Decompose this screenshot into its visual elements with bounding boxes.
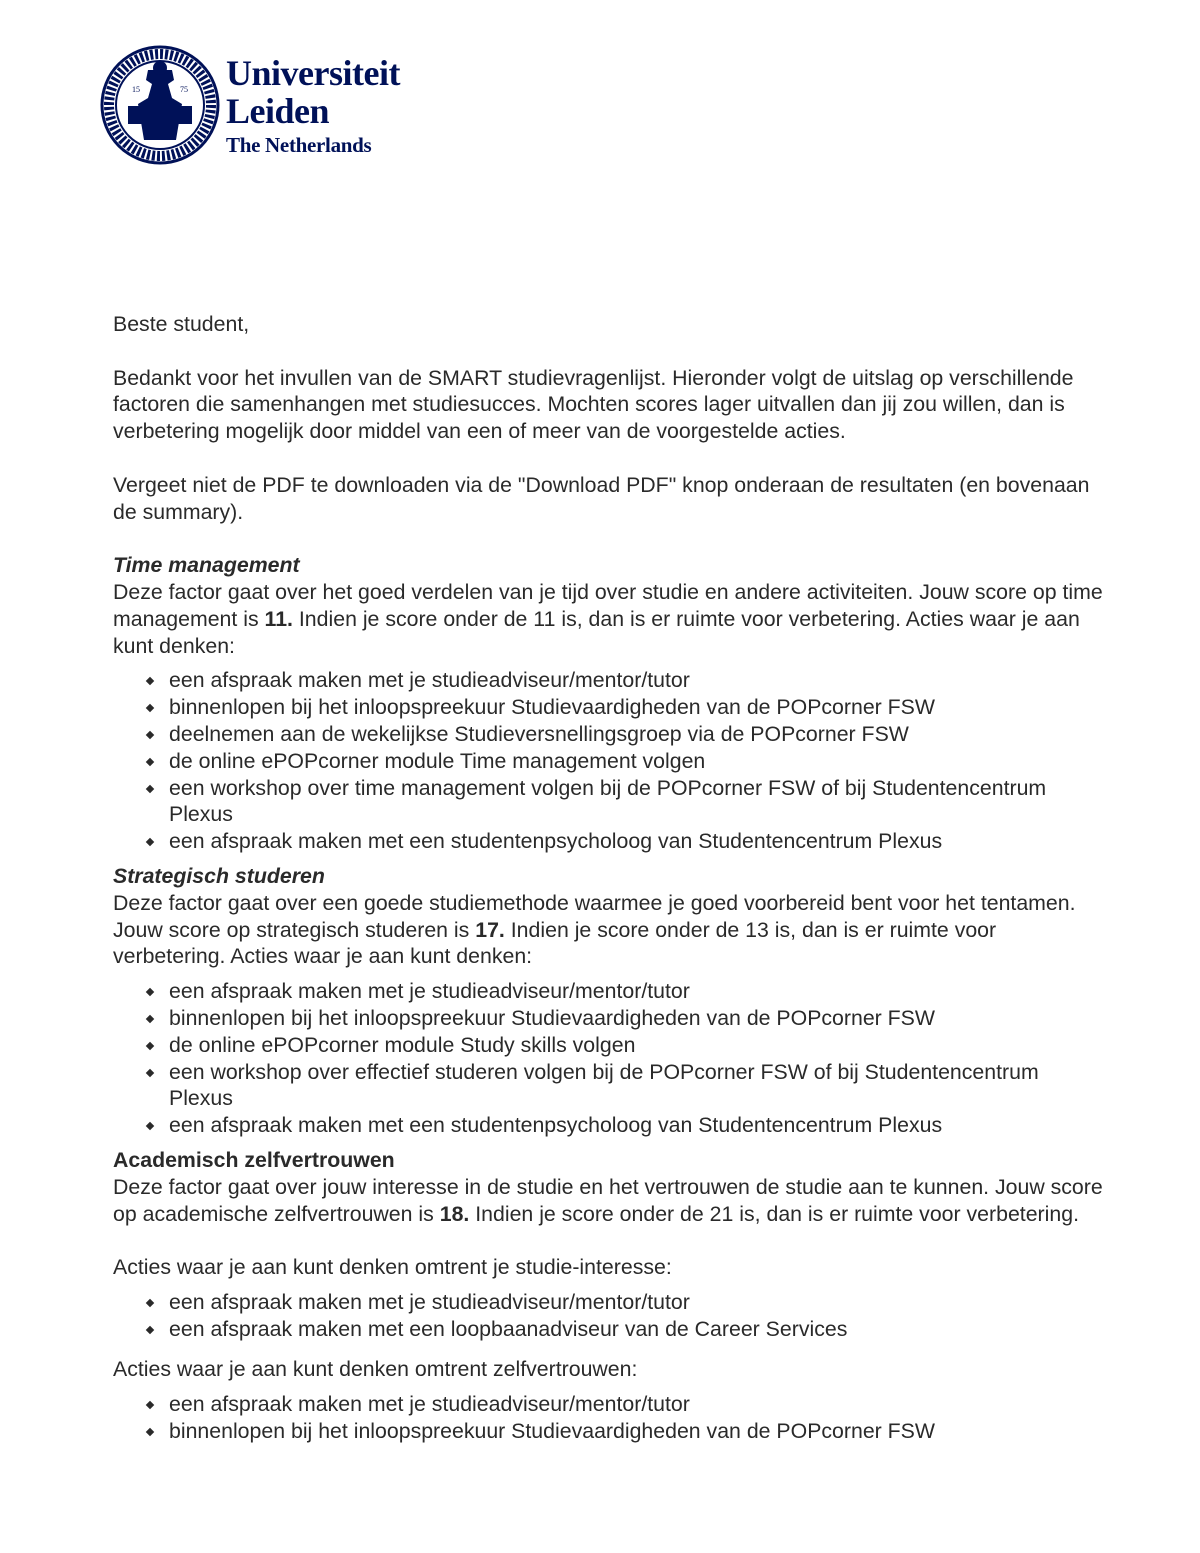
list-item: een afspraak maken met een loopbaanadviseur van de Career Services xyxy=(169,1316,1103,1343)
strategic-studying-description: Deze factor gaat over een goede studiemethode waarmee je goed voorbereid bent voor het tentamen. Jouw score op strategisch studeren is 17. Indien je score onder de 13 is, dan is er ruimte voor verbetering. Acties waar je aan kunt denken: xyxy=(113,890,1076,969)
interest-actions xyxy=(113,1289,1103,1343)
confidence-actions-intro: Acties waar je aan kunt denken omtrent zelfvertrouwen: xyxy=(113,1357,638,1382)
section-heading-time-management: Time management xyxy=(113,553,300,578)
section-heading-strategic-studying: Strategisch studeren xyxy=(113,863,325,888)
time-management-description: Deze factor gaat over het goed verdelen van je tijd over studie en andere activiteiten. Jouw score op time management is 11. Indien je score onder de 11 is, dan is er ruimte voor verbetering. Acties waar je aan kunt denken: xyxy=(113,579,1103,658)
section-heading-academic-confidence: Academisch zelfvertrouwen xyxy=(113,1147,395,1172)
university-country: The Netherlands xyxy=(226,133,372,157)
leiden-seal-icon xyxy=(100,40,220,170)
download-note: Vergeet niet de PDF te downloaden via de "Download PDF" knop onderaan de resultaten (en bovenaan de summary). xyxy=(113,472,1090,524)
strategic-studying-score: 17. xyxy=(475,917,505,942)
university-name-line2: Leiden xyxy=(226,91,330,131)
list-item: de online ePOPcorner module Study skills volgen xyxy=(169,1032,1103,1059)
academic-confidence-description: Deze factor gaat over jouw interesse in de studie en het vertrouwen de studie aan te kunnen. Jouw score op academische zelfvertrouwen is 18. Indien je score onder de 21 is, dan is er ruimte voor verbetering. xyxy=(113,1174,1103,1226)
greeting: Beste student, xyxy=(113,312,250,336)
list-item: binnenlopen bij het inloopspreekuur Studievaardigheden van de POPcorner FSW xyxy=(169,694,1103,721)
university-logo xyxy=(100,40,400,170)
list-item: een afspraak maken met een studentenpsycholoog van Studentencentrum Plexus xyxy=(169,828,1103,855)
interest-actions-intro: Acties waar je aan kunt denken omtrent je studie-interesse: xyxy=(113,1255,672,1280)
list-item: een afspraak maken met een studentenpsycholoog van Studentencentrum Plexus xyxy=(169,1112,1103,1139)
letter-body xyxy=(113,311,1103,1453)
university-name-line1: Universiteit xyxy=(226,53,400,93)
list-item: binnenlopen bij het inloopspreekuur Studievaardigheden van de POPcorner FSW xyxy=(169,1005,1103,1032)
intro-paragraph: Bedankt voor het invullen van de SMART studievragenlijst. Hieronder volgt de uitslag op verschillende factoren die samenhangen met studiesucces. Mochten scores lager uitvallen dan jij zou willen, dan is verbetering mogelijk door middel van een of meer van de voorgestelde acties. xyxy=(113,365,1074,444)
list-item: deelnemen aan de wekelijkse Studieversnellingsgroep via de POPcorner FSW xyxy=(169,721,1103,748)
list-item: een afspraak maken met je studieadviseur/mentor/tutor xyxy=(169,667,1103,694)
time-management-score: 11. xyxy=(264,606,293,631)
academic-confidence-score: 18. xyxy=(439,1201,470,1226)
list-item: een afspraak maken met je studieadviseur/mentor/tutor xyxy=(169,978,1103,1005)
svg-text:15: 15 xyxy=(132,85,140,94)
svg-text:75: 75 xyxy=(180,85,188,94)
list-item: de online ePOPcorner module Time management volgen xyxy=(169,748,1103,775)
time-management-actions xyxy=(113,667,1103,855)
list-item: een workshop over effectief studeren volgen bij de POPcorner FSW of bij Studentencentrum Plexus xyxy=(169,1059,1103,1113)
strategic-studying-actions xyxy=(113,978,1103,1139)
list-item: een afspraak maken met je studieadviseur/mentor/tutor xyxy=(169,1391,1103,1418)
list-item: een workshop over time management volgen bij de POPcorner FSW of bij Studentencentrum Plexus xyxy=(169,775,1103,829)
confidence-actions xyxy=(113,1391,1103,1445)
list-item: een afspraak maken met je studieadviseur/mentor/tutor xyxy=(169,1289,1103,1316)
list-item: binnenlopen bij het inloopspreekuur Studievaardigheden van de POPcorner FSW xyxy=(169,1418,1103,1445)
